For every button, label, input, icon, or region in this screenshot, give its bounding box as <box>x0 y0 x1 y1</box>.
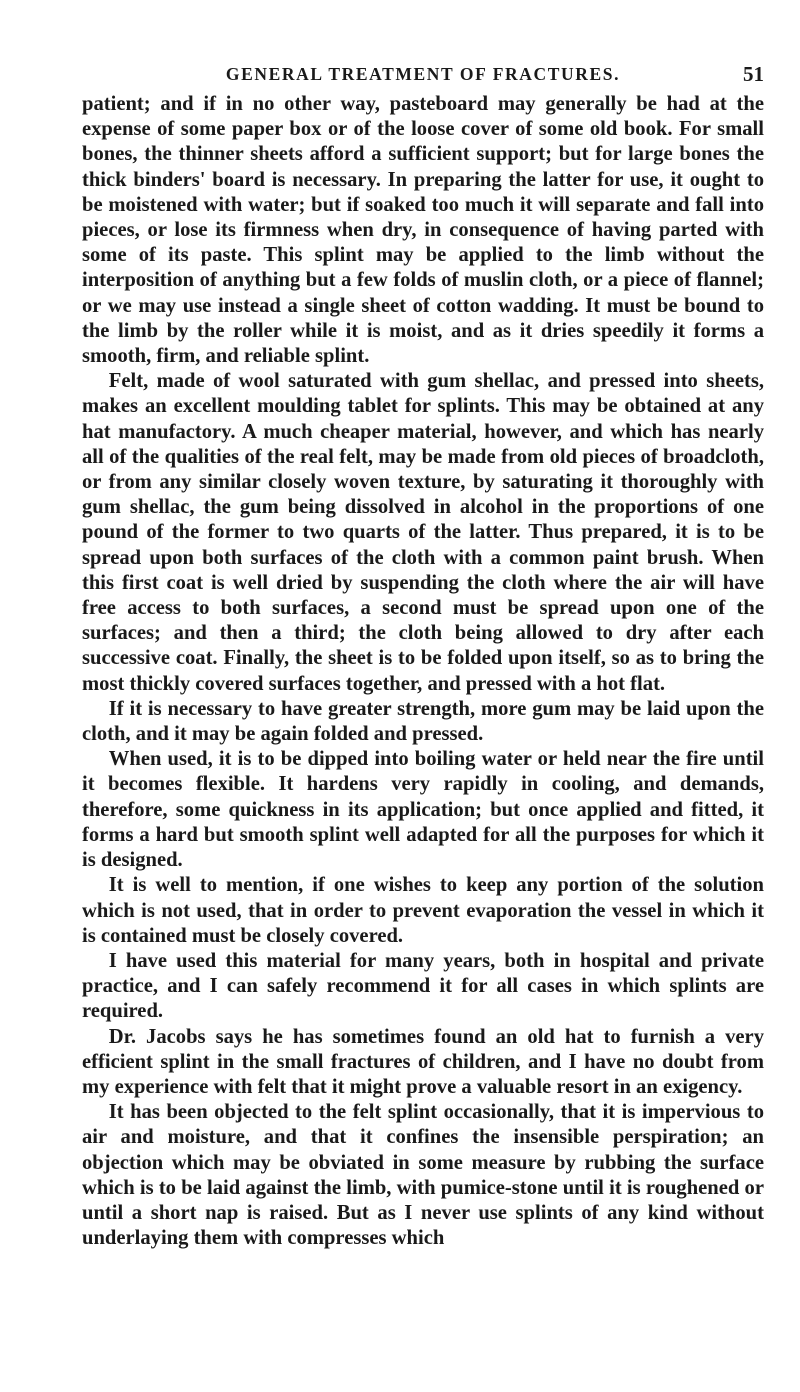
page-number: 51 <box>743 62 764 86</box>
book-page <box>82 62 764 1251</box>
running-title: GENERAL TREATMENT OF FRACTURES. <box>225 64 621 84</box>
paragraph-recommend: I have used this material for many years, both in hospital and private practice, and I can safely recommend it for all cases in which splints are required. <box>82 949 764 1023</box>
running-head <box>82 62 764 88</box>
paragraph-solution: It is well to mention, if one wishes to keep any portion of the solution which is not used, that in order to prevent evaporation the vessel in which it is contained must be closely covered. <box>82 874 764 947</box>
paragraph-strength: If it is necessary to have greater strength, more gum may be laid upon the cloth, and it may be again folded and pressed. <box>82 697 764 746</box>
paragraph-when-used: When used, it is to be dipped into boiling water or held near the fire until it becomes flexible. It hardens very rapidly in cooling, and demands, therefore, some quickness in its application; but once applied and fitted, it forms a hard but smooth splint well adapted for all the purposes for which it is designed. <box>82 748 764 872</box>
paragraph-continuation: patient; and if in no other way, pasteboard may generally be had at the expense of some paper box or of the loose cover of some old book. For small bones, the thinner sheets afford a sufficient support; but for large bones the thick binders' board is necessary. In preparing the latter for use, it ought to be moistened with water; but if soaked too much it will separate and fall into pieces, or lose its firmness when dry, in consequence of having parted with some of its paste. This splint may be applied to the limb without the interposition of anything but a few folds of muslin cloth, or a piece of flannel; or we may use instead a single sheet of cotton wadding. It must be bound to the limb by the roller while it is moist, and as it dries speedily it forms a smooth, firm, and reliable splint. <box>82 93 764 368</box>
paragraph-objection: It has been objected to the felt splint occasionally, that it is impervious to air and moisture, and that it confines the insensible perspiration; an objection which may be obviated in some measure by rubbing the surface which is to be laid against the limb, with pumice-stone until it is roughened or until a short nap is raised. But as I never use splints of any kind without underlaying them with compresses which <box>82 1101 764 1250</box>
body-text <box>82 92 764 1251</box>
paragraph-felt: Felt, made of wool saturated with gum shellac, and pressed into sheets, makes an excellent moulding tablet for splints. This may be obtained at any hat manufactory. A much cheaper material, however, and which has nearly all of the qualities of the real felt, may be made from old pieces of broadcloth, or from any similar closely woven texture, by saturating it thoroughly with gum shellac, the gum being dissolved in alcohol in the proportions of one pound of the former to two quarts of the latter. Thus prepared, it is to be spread upon both surfaces of the cloth with a common paint brush. When this first coat is well dried by suspending the cloth where the air will have free access to both surfaces, a second must be spread upon one of the surfaces; and then a third; the cloth being allowed to dry after each successive coat. Finally, the sheet is to be folded upon itself, so as to bring the most thickly covered surfaces together, and pressed with a hot flat. <box>82 370 764 695</box>
paragraph-jacobs: Dr. Jacobs says he has sometimes found an old hat to furnish a very efficient splint in the small fractures of children, and I have no doubt from my experience with felt that it might prove a valuable resort in an exigency. <box>82 1025 764 1098</box>
